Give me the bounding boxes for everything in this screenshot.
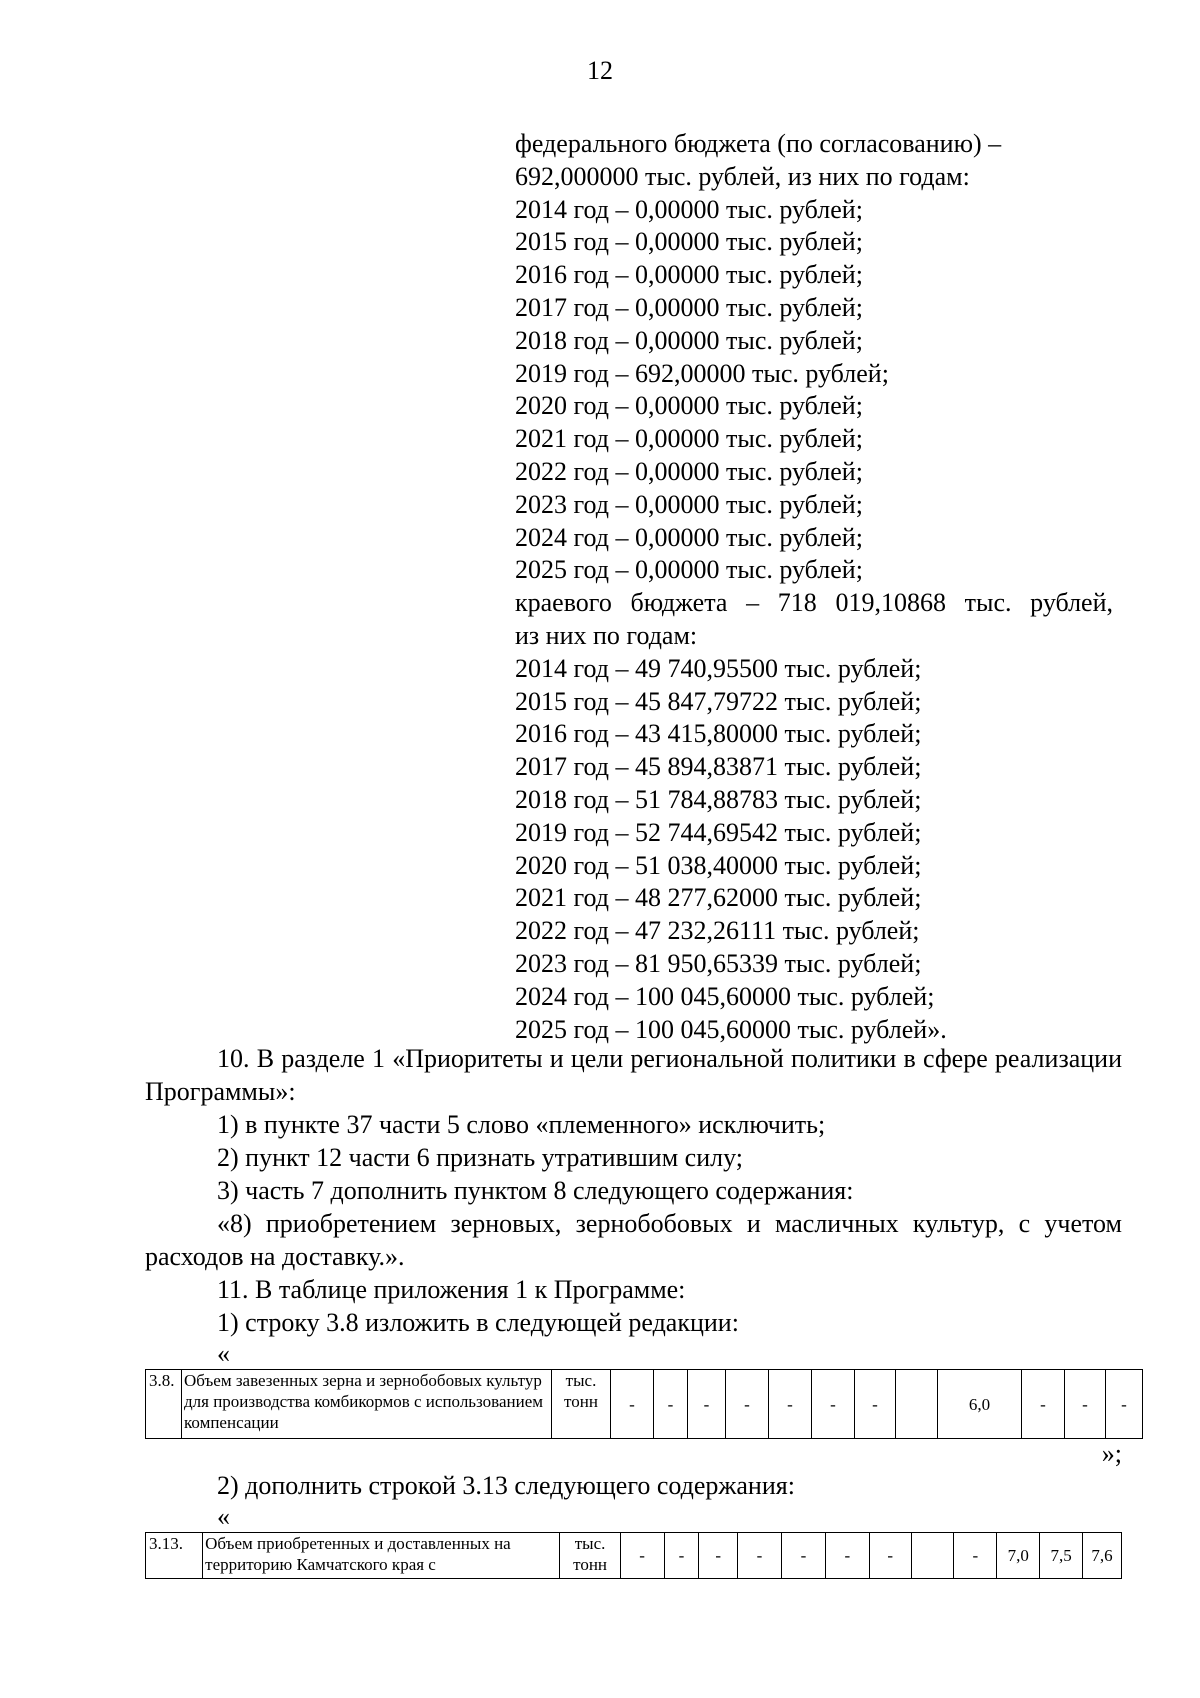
budget-line: 2022 год – 0,00000 тыс. рублей; <box>515 456 863 486</box>
budget-line: 2025 год – 0,00000 тыс. рублей; <box>515 555 863 585</box>
budget-line: 2020 год – 0,00000 тыс. рублей; <box>515 391 863 421</box>
budget-line: 2024 год – 0,00000 тыс. рублей; <box>515 522 863 552</box>
row-number: 3.8. <box>146 1370 182 1439</box>
row-value: - <box>699 1533 738 1579</box>
section-10-item-3: 3) часть 7 дополнить пунктом 8 следующего содержания: <box>217 1176 854 1205</box>
row-value: - <box>781 1533 825 1579</box>
budget-line: 692,000000 тыс. рублей, из них по годам: <box>515 161 970 191</box>
row-value: - <box>1022 1370 1065 1439</box>
budget-line: 2014 год – 49 740,95500 тыс. рублей; <box>515 653 922 683</box>
table-row-3-13 <box>145 1532 1122 1579</box>
row-value: - <box>1106 1370 1143 1439</box>
row-value: - <box>738 1533 782 1579</box>
close-quote: »; <box>1101 1439 1122 1468</box>
budget-line: 2014 год – 0,00000 тыс. рублей; <box>515 194 863 224</box>
row-value <box>911 1533 954 1579</box>
budget-line: 2015 год – 45 847,79722 тыс. рублей; <box>515 686 922 716</box>
budget-line: 2018 год – 51 784,88783 тыс. рублей; <box>515 784 922 814</box>
row-value: - <box>688 1370 726 1439</box>
budget-line: 2023 год – 81 950,65339 тыс. рублей; <box>515 948 922 978</box>
row-unit: тыс. тонн <box>560 1533 620 1579</box>
budget-line: 2024 год – 100 045,60000 тыс. рублей; <box>515 981 935 1011</box>
row-value: - <box>954 1533 997 1579</box>
table-row-3-8 <box>145 1369 1143 1439</box>
row-value: - <box>654 1370 688 1439</box>
amendments-section <box>145 1042 1127 1579</box>
section-11-heading: 11. В таблице приложения 1 к Программе: <box>217 1275 686 1304</box>
section-10-quote: «8) приобретением зерновых, зернобобовых и масличных культур, с учетом расходов на доставку.». <box>145 1209 1122 1271</box>
row-number: 3.13. <box>146 1533 203 1579</box>
row-value: 7,0 <box>997 1533 1040 1579</box>
row-value: 7,5 <box>1040 1533 1083 1579</box>
section-11-item-2: 2) дополнить строкой 3.13 следующего содержания: <box>217 1471 795 1500</box>
section-10-item-1: 1) в пункте 37 части 5 слово «племенного» исключить; <box>217 1110 826 1139</box>
budget-line: 2020 год – 51 038,40000 тыс. рублей; <box>515 850 922 880</box>
budget-line: 2021 год – 0,00000 тыс. рублей; <box>515 424 863 454</box>
page-number: 12 <box>587 56 613 85</box>
row-value: - <box>812 1370 855 1439</box>
budget-line: 2025 год – 100 045,60000 тыс. рублей». <box>515 1014 947 1044</box>
row-value: - <box>726 1370 769 1439</box>
row-unit: тыс. тонн <box>552 1370 611 1439</box>
budget-line: 2016 год – 43 415,80000 тыс. рублей; <box>515 719 922 749</box>
budget-line: федерального бюджета (по согласованию) – <box>515 129 1002 158</box>
row-value: - <box>869 1533 911 1579</box>
row-value: - <box>611 1370 654 1439</box>
budget-line: 2023 год – 0,00000 тыс. рублей; <box>515 489 863 519</box>
budget-line: 2019 год – 52 744,69542 тыс. рублей; <box>515 817 922 847</box>
budget-line: 2019 год – 692,00000 тыс. рублей; <box>515 358 889 388</box>
budget-breakdown <box>515 128 1115 1046</box>
row-value: 7,6 <box>1083 1533 1122 1579</box>
row-value: - <box>855 1370 896 1439</box>
budget-line: 2022 год – 47 232,26111 тыс. рублей; <box>515 916 920 946</box>
row-value: - <box>1065 1370 1106 1439</box>
row-value <box>896 1370 938 1439</box>
budget-line: 2016 год – 0,00000 тыс. рублей; <box>515 260 863 290</box>
section-11-item-1: 1) строку 3.8 изложить в следующей редакции: <box>217 1308 739 1337</box>
open-quote: « <box>217 1339 230 1368</box>
open-quote: « <box>217 1502 230 1531</box>
row-value: 6,0 <box>938 1370 1022 1439</box>
row-value: - <box>620 1533 664 1579</box>
budget-line: 2021 год – 48 277,62000 тыс. рублей; <box>515 883 922 913</box>
budget-line: 2018 год – 0,00000 тыс. рублей; <box>515 325 863 355</box>
row-indicator-name: Объем завезенных зерна и зернобобовых культур для производства комбикормов с использованием компенсации <box>182 1370 552 1439</box>
row-value: - <box>664 1533 699 1579</box>
row-value: - <box>825 1533 869 1579</box>
budget-line: краевого бюджета – 718 019,10868 тыс. рублей, <box>515 588 1113 618</box>
row-indicator-name: Объем приобретенных и доставленных на территорию Камчатского края с <box>203 1533 560 1579</box>
section-10-item-2: 2) пункт 12 части 6 признать утратившим силу; <box>217 1143 743 1172</box>
budget-line: 2017 год – 0,00000 тыс. рублей; <box>515 292 863 322</box>
row-value: - <box>769 1370 812 1439</box>
budget-line: из них по годам: <box>515 620 698 650</box>
budget-line: 2015 год – 0,00000 тыс. рублей; <box>515 227 863 257</box>
budget-line: 2017 год – 45 894,83871 тыс. рублей; <box>515 752 922 782</box>
section-10-heading: 10. В разделе 1 «Приоритеты и цели региональной политики в сфере реализации Программы»: <box>145 1044 1122 1106</box>
